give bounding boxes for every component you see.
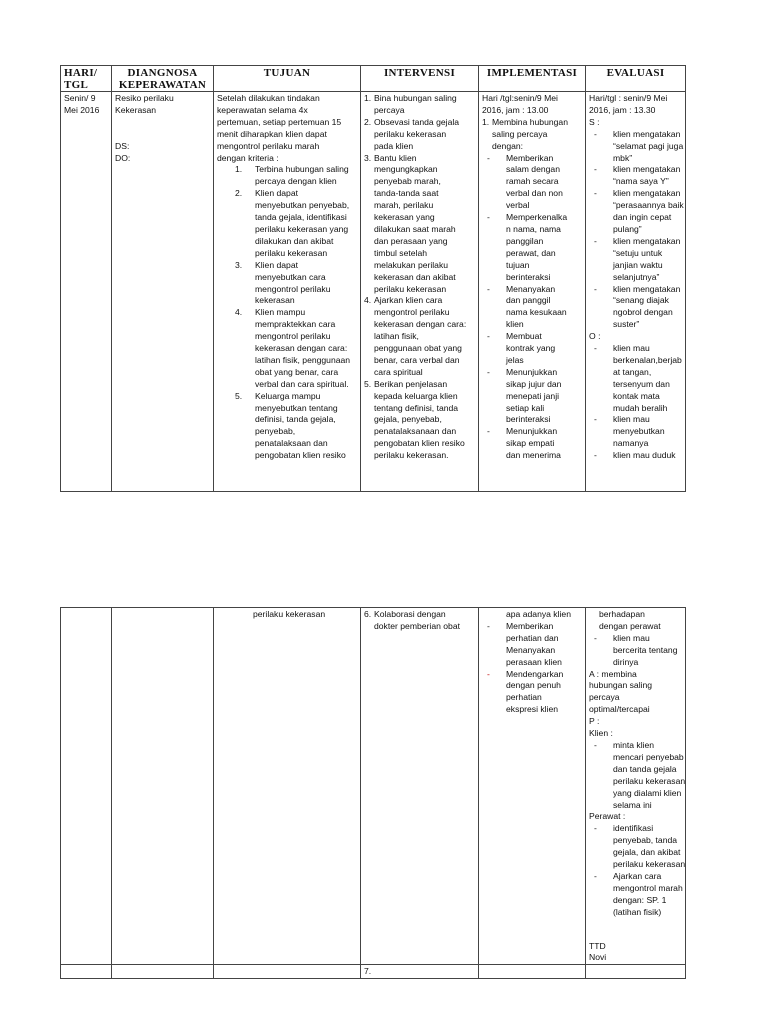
impl-item xyxy=(482,367,582,427)
impl-item-line: jelas xyxy=(506,354,524,365)
tujuan-intro xyxy=(217,93,357,164)
eval-o-item-line: at tangan, xyxy=(613,366,652,377)
eval-s-item-line: “setuju untuk xyxy=(613,247,663,258)
impl-item-line: sikap empati xyxy=(506,438,555,449)
eval-s-item-line: mbk” xyxy=(613,152,633,163)
intervensi-item-line: dan perasaan yang xyxy=(374,235,448,246)
hari-cell xyxy=(61,608,112,965)
tujuan-continuation: perilaku kekerasan xyxy=(253,609,326,619)
impl-numbered-item xyxy=(482,117,582,153)
intervensi-list xyxy=(364,609,475,633)
eval-continuation: berhadapan xyxy=(599,609,645,619)
eval-o-list xyxy=(589,343,682,462)
eval-s-item xyxy=(589,284,682,332)
intervensi-item-line: dilakukan saat marah xyxy=(374,223,456,234)
intervensi-item-line: melakukan perilaku xyxy=(374,259,449,270)
intervensi-item-line: 6. Kolaborasi dengan xyxy=(374,609,446,619)
eval-s-item-line: - klien mengatakan xyxy=(613,164,681,175)
header-diagnosa: DIANGNOSA KEPERAWATAN xyxy=(112,66,214,92)
impl-item-line: - Memberikan xyxy=(506,152,554,163)
tujuan-item-line: 5. Keluarga mampu xyxy=(255,390,321,401)
tujuan-item-line: 3. Klien dapat xyxy=(255,259,299,270)
care-plan-table-page-2 xyxy=(60,607,686,979)
tujuan-cell xyxy=(214,608,361,965)
header-row xyxy=(61,66,686,92)
do-label: DO: xyxy=(115,152,131,163)
impl-item-line: perasaan klien xyxy=(506,656,562,667)
impl-item-line: dan menerima xyxy=(506,450,561,461)
tujuan-item-line: penatalaksaan dan xyxy=(255,438,328,449)
impl-item-line: berinteraksi xyxy=(506,414,551,425)
impl-head-line: 2016, jam : 13.00 xyxy=(482,104,549,115)
tujuan-item-line: pengobatan klien resiko xyxy=(255,450,346,461)
tujuan-item-line: menyebutkan cara xyxy=(255,271,326,282)
intervensi-item-line: pada klien xyxy=(374,140,414,151)
diagnosa-line: Resiko perilaku xyxy=(115,93,174,103)
tujuan-item-line: dilakukan dan akibat xyxy=(255,235,334,246)
eval-perawat-item-line: perilaku kekerasan xyxy=(613,859,686,870)
tujuan-item-line: tanda gejala, identifikasi xyxy=(255,212,347,223)
intervensi-item-line: 2. Obsevasi tanda gejala xyxy=(374,116,460,127)
tujuan-item-line: mengontrol perilaku xyxy=(255,283,331,294)
table-row xyxy=(61,608,686,965)
eval-s-item-line: - klien mengatakan xyxy=(613,283,681,294)
tujuan-item xyxy=(231,260,357,308)
tujuan-intro-line: dengan kriteria : xyxy=(217,152,279,163)
hari-cell xyxy=(61,92,112,492)
eval-perawat-item-line: - identifikasi xyxy=(613,823,654,834)
eval-s-item xyxy=(589,236,682,284)
impl-list xyxy=(482,621,582,716)
intervensi-item-line: kekerasan dengan cara: xyxy=(374,319,467,330)
eval-o-item-line: dirinya xyxy=(613,656,639,667)
impl-head-line: Hari /tgl:senin/9 Mei xyxy=(482,93,558,103)
impl-item-line: ekspresi klien xyxy=(506,704,559,715)
intervensi-item-line: tanda-tanda saat xyxy=(374,188,439,199)
eval-o-item-line: namanya xyxy=(613,438,649,449)
impl-item-line: Menanyakan xyxy=(506,644,556,655)
impl-item xyxy=(482,284,582,332)
eval-s-item xyxy=(589,129,682,165)
impl-item-line: dengan penuh xyxy=(506,680,561,691)
header-intervensi: INTERVENSI xyxy=(361,66,479,92)
eval-assessment xyxy=(589,669,682,717)
impl-list xyxy=(482,153,582,463)
eval-s-item-line: “perasaannya baik xyxy=(613,200,684,211)
eval-s-item-line: “nama saya Y” xyxy=(613,176,669,187)
diagnosa-line: Kekerasan xyxy=(115,104,157,115)
tujuan-intro-line: pertemuan, setiap pertemuan 15 xyxy=(217,116,342,127)
eval-o-item xyxy=(589,343,682,414)
intervensi-item-line: 3. Bantu klien xyxy=(374,152,417,163)
intervensi-item-line: penatalaksanaan dan xyxy=(374,426,457,437)
tujuan-item xyxy=(231,391,357,462)
impl-item-line: - Menanyakan xyxy=(506,283,556,294)
impl-item-line: - Menunjukkan xyxy=(506,366,558,377)
table-row xyxy=(61,92,686,492)
intervensi-item-line: 1. Bina hubungan saling xyxy=(374,93,457,103)
empty-cell xyxy=(586,965,686,979)
intervensi-item-line: mengontrol perilaku xyxy=(374,307,450,318)
eval-o-item xyxy=(589,450,682,462)
implementasi-cell xyxy=(479,608,586,965)
intervensi-item xyxy=(364,609,475,633)
eval-o-item-line: - klien mau xyxy=(613,632,650,643)
intervensi-item-line: perilaku kekerasan xyxy=(374,128,447,139)
eval-o-label: O : xyxy=(589,331,601,342)
impl-item xyxy=(482,669,582,717)
impl-item-line: - Memperkenalka xyxy=(506,212,568,223)
intervensi-item-line: perilaku kekerasan xyxy=(374,283,447,294)
eval-perawat-item-line: gejala, dan akibat xyxy=(613,847,681,858)
impl-continuation: apa adanya klien xyxy=(506,609,571,619)
header-evaluasi: EVALUASI xyxy=(586,66,686,92)
intervensi-item-line: pengobatan klien resiko xyxy=(374,438,465,449)
impl-item-line: kontrak yang xyxy=(506,343,556,354)
tujuan-list xyxy=(217,164,357,462)
impl-item-line: panggilan xyxy=(506,235,544,246)
eval-s-list xyxy=(589,129,682,331)
impl-item-line: dan panggil xyxy=(506,295,551,306)
eval-o-item-line: menyebutkan xyxy=(613,426,665,437)
eval-o-item-line: kontak mata xyxy=(613,390,660,401)
header-tujuan: TUJUAN xyxy=(214,66,361,92)
tujuan-item-line: mengontrol perilaku xyxy=(255,331,331,342)
eval-klien-item-line: mencari penyebab xyxy=(613,751,684,762)
impl-item-line: ramah secara xyxy=(506,176,559,187)
intervensi-item-line: marah, perilaku xyxy=(374,200,434,211)
tujuan-item-line: kekerasan dengan cara: xyxy=(255,343,348,354)
implementasi-cell xyxy=(479,92,586,492)
intervensi-list xyxy=(364,93,475,462)
table-row xyxy=(61,965,686,979)
next-item-cell xyxy=(361,965,479,979)
eval-perawat-item-line: - Ajarkan cara xyxy=(613,870,662,881)
tujuan-item-line: percaya dengan klien xyxy=(255,176,337,187)
impl-item-line: n nama, nama xyxy=(506,223,561,234)
intervensi-item-line: dokter pemberian obat xyxy=(374,620,460,631)
impl-num-line: Membina hubungan xyxy=(492,116,568,127)
eval-head-line: Hari/tgl : senin/9 Mei xyxy=(589,93,668,103)
intervensi-item-line: percaya xyxy=(374,104,405,115)
eval-o-item-line: bercerita tentang xyxy=(613,644,678,655)
eval-o-item-line: mudah beralih xyxy=(613,402,668,413)
eval-klien-item xyxy=(589,739,686,811)
eval-perawat-label: Perawat : xyxy=(589,811,626,822)
eval-a-line: hubungan saling xyxy=(589,680,653,691)
intervensi-item-line: 4. Ajarkan klien cara xyxy=(374,295,443,306)
eval-s-item-line: dan ingin cepat xyxy=(613,212,672,223)
eval-o-item xyxy=(589,633,682,669)
hari-line: Mei 2016 xyxy=(64,104,100,115)
eval-s-item-line: suster” xyxy=(613,319,640,330)
impl-item-line: - Mendengarkan xyxy=(506,668,564,679)
tujuan-item-line: mempraktekkan cara xyxy=(255,319,336,330)
intervensi-item-line: kekerasan dan akibat xyxy=(374,271,456,282)
eval-perawat-item-line: dengan: SP. 1 xyxy=(613,894,667,905)
empty-cell xyxy=(112,965,214,979)
tujuan-item-line: verbal dan cara spiritual. xyxy=(255,378,349,389)
impl-item-line: - Memberikan xyxy=(506,620,554,631)
eval-klien-item-line: perilaku kekerasan xyxy=(613,775,686,786)
tujuan-item-line: perilaku kekerasan yang xyxy=(255,223,349,234)
ds-label: DS: xyxy=(115,140,130,151)
care-plan-table-page-1 xyxy=(60,65,686,492)
intervensi-item-line: timbul setelah xyxy=(374,247,428,258)
eval-perawat-item xyxy=(589,871,682,919)
eval-perawat-item xyxy=(589,823,686,871)
impl-item-line: tujuan xyxy=(506,259,530,270)
signature-label: TTD xyxy=(589,940,606,951)
hari-line: Senin/ 9 xyxy=(64,93,96,103)
impl-item-line: - Menunjukkan xyxy=(506,426,558,437)
eval-s-item-line: - klien mengatakan xyxy=(613,235,681,246)
impl-item xyxy=(482,426,582,462)
eval-p-label: P : xyxy=(589,716,600,727)
eval-a-line: A : membina xyxy=(589,668,637,679)
empty-cell xyxy=(61,965,112,979)
eval-o-item-line: berkenalan,berjab xyxy=(613,354,682,365)
intervensi-item xyxy=(364,153,475,296)
signature-name: Novi xyxy=(589,952,607,963)
eval-klien-item-line: yang dialami klien xyxy=(613,787,682,798)
tujuan-intro-line: Setelah dilakukan tindakan xyxy=(217,93,320,103)
intervensi-item-line: gejala, penyebab, xyxy=(374,414,442,425)
eval-klien-list xyxy=(589,739,686,811)
next-item-number: 7. xyxy=(364,966,372,977)
eval-s-label: S : xyxy=(589,116,600,127)
impl-item-line: menepati janji xyxy=(506,390,560,401)
intervensi-item-line: kepada keluarga klien xyxy=(374,390,458,401)
eval-perawat-item-line: mengontrol marah xyxy=(613,882,683,893)
eval-o-item xyxy=(589,414,682,450)
eval-o-list xyxy=(589,633,682,669)
intervensi-item xyxy=(364,379,475,462)
impl-num-line: saling percaya xyxy=(492,128,548,139)
impl-item-line: nama kesukaan xyxy=(506,307,567,318)
tujuan-cell xyxy=(214,92,361,492)
evaluasi-cell xyxy=(586,608,686,965)
impl-num: 1. xyxy=(482,116,490,127)
eval-klien-item-line: dan tanda gejala xyxy=(613,763,677,774)
eval-o-item-line: - klien mau xyxy=(613,343,650,354)
eval-s-item-line: janjian waktu xyxy=(613,259,663,270)
impl-item-line: berinteraksi xyxy=(506,271,551,282)
tujuan-item xyxy=(231,307,357,390)
eval-continuation: dengan perawat xyxy=(599,620,661,631)
impl-item-line: perawat, dan xyxy=(506,247,556,258)
tujuan-item-line: latihan fisik, penggunaan xyxy=(255,354,351,365)
tujuan-intro-line: mengontrol perilaku marah xyxy=(217,140,320,151)
intervensi-item-line: 5. Berikan penjelasan xyxy=(374,378,448,389)
tujuan-item xyxy=(231,188,357,259)
tujuan-item-line: penyebab, xyxy=(255,426,296,437)
impl-item xyxy=(482,621,582,669)
eval-o-item-line: tersenyum dan xyxy=(613,378,670,389)
impl-item-line: - Membuat xyxy=(506,331,542,342)
eval-s-item-line: ngobrol dengan xyxy=(613,307,673,318)
empty-cell xyxy=(479,965,586,979)
header-hari: HARI/ TGL xyxy=(61,66,112,92)
intervensi-item-line: tentang definisi, tanda xyxy=(374,402,459,413)
intervensi-item xyxy=(364,117,475,153)
eval-a-line: percaya xyxy=(589,692,620,703)
intervensi-cell xyxy=(361,608,479,965)
diagnosa-cell xyxy=(112,608,214,965)
empty-cell xyxy=(214,965,361,979)
impl-item xyxy=(482,212,582,283)
eval-s-item-line: pulang” xyxy=(613,223,642,234)
impl-item-line: verbal dan non xyxy=(506,188,563,199)
impl-item-line: sikap jujur dan xyxy=(506,378,562,389)
impl-item-line: klien xyxy=(506,319,524,330)
eval-perawat-item-line: penyebab, tanda xyxy=(613,835,678,846)
tujuan-item-line: obat yang benar, cara xyxy=(255,366,339,377)
intervensi-item-line: kekerasan yang xyxy=(374,212,435,223)
intervensi-item-line: benar, cara verbal dan xyxy=(374,354,460,365)
header-implementasi: IMPLEMENTASI xyxy=(479,66,586,92)
impl-num-line: dengan: xyxy=(492,140,524,151)
eval-o-item-line: - klien mau duduk xyxy=(613,450,676,461)
eval-perawat-item-line: (latihan fisik) xyxy=(613,906,662,917)
intervensi-item-line: latihan fisik, xyxy=(374,331,419,342)
eval-klien-label: Klien : xyxy=(589,728,613,739)
intervensi-cell xyxy=(361,92,479,492)
intervensi-item xyxy=(364,93,475,117)
eval-a-line: optimal/tercapai xyxy=(589,704,650,715)
tujuan-item-line: definisi, tanda gejala, xyxy=(255,414,336,425)
tujuan-item-line: menyebutkan penyebab, xyxy=(255,200,350,211)
impl-item xyxy=(482,331,582,367)
impl-item-line: verbal xyxy=(506,200,530,211)
evaluasi-cell xyxy=(586,92,686,492)
tujuan-item-line: kekerasan xyxy=(255,295,295,306)
tujuan-item-line: 4. Klien mampu xyxy=(255,307,306,318)
eval-head-line: 2016, jam : 13.30 xyxy=(589,104,656,115)
intervensi-item-line: mengungkapkan xyxy=(374,164,438,175)
tujuan-item-line: perilaku kekerasan xyxy=(255,247,328,258)
tujuan-item-line: 2. Klien dapat xyxy=(255,188,299,199)
eval-o-item-line: - klien mau xyxy=(613,414,650,425)
eval-s-item-line: - klien mengatakan xyxy=(613,188,681,199)
tujuan-intro-line: keperawatan selama 4x xyxy=(217,104,308,115)
eval-s-item-line: - klien mengatakan xyxy=(613,128,681,139)
eval-s-item-line: “selamat pagi juga xyxy=(613,140,684,151)
tujuan-item-line: menyebutkan tentang xyxy=(255,402,338,413)
tujuan-item-line: 1. Terbina hubungan saling xyxy=(255,164,349,175)
intervensi-item-line: penyebab marah, xyxy=(374,176,441,187)
eval-klien-item-line: selama ini xyxy=(613,799,652,810)
tujuan-item xyxy=(231,164,357,188)
eval-s-item-line: selanjutnya” xyxy=(613,271,660,282)
intervensi-item-line: perilaku kekerasan. xyxy=(374,450,449,461)
intervensi-item-line: cara spiritual xyxy=(374,366,423,377)
diagnosa-cell xyxy=(112,92,214,492)
impl-item-line: setiap kali xyxy=(506,402,545,413)
eval-s-item-line: “senang diajak xyxy=(613,295,669,306)
intervensi-item xyxy=(364,295,475,378)
impl-item xyxy=(482,153,582,213)
eval-klien-item-line: - minta klien xyxy=(613,739,655,750)
impl-item-line: salam dengan xyxy=(506,164,560,175)
tujuan-intro-line: menit diharapkan klien dapat xyxy=(217,128,327,139)
intervensi-item-line: penggunaan obat yang xyxy=(374,343,462,354)
eval-perawat-list xyxy=(589,823,686,918)
impl-item-line: perhatian dan xyxy=(506,632,559,643)
eval-s-item xyxy=(589,188,682,236)
eval-s-item xyxy=(589,164,682,188)
impl-item-line: perhatian xyxy=(506,692,542,703)
